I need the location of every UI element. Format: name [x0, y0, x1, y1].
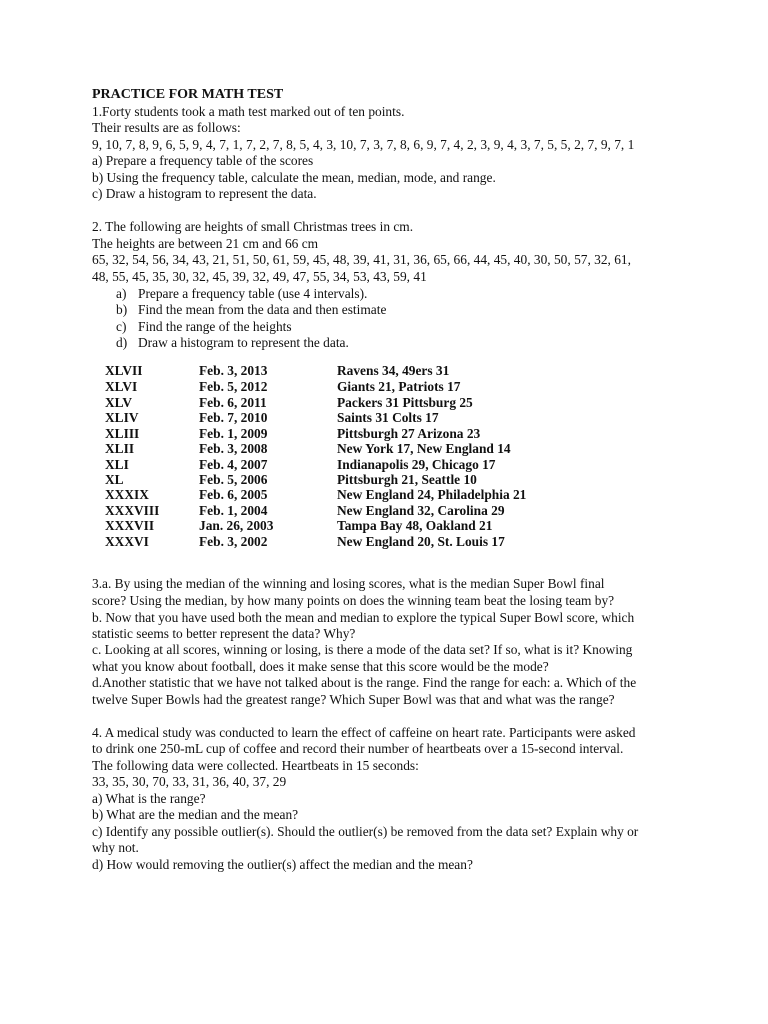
q3-line-5: c. Looking at all scores, winning or losing, is there a mode of the data set? If so, what is it? Knowing	[92, 642, 633, 657]
sb-number: XLIII	[105, 426, 140, 441]
sb-result: Indianapolis 29, Chicago 17	[337, 457, 496, 472]
q4-line-3: The following data were collected. Heartbeats in 15 seconds:	[92, 758, 419, 773]
q2-data-line-1: 65, 32, 54, 56, 34, 43, 21, 51, 50, 61, 59, 45, 48, 39, 41, 31, 36, 65, 66, 44, 45, 40, 30, 50, 57, 32, 61,	[92, 252, 631, 267]
q4-line-1: 4. A medical study was conducted to learn the effect of caffeine on heart rate. Participants were asked	[92, 725, 636, 740]
q2-part-a-marker: a)	[116, 286, 127, 301]
q3-line-1: 3.a. By using the median of the winning and losing scores, what is the median Super Bowl final	[92, 576, 605, 591]
sb-date: Feb. 4, 2007	[199, 457, 268, 472]
sb-date: Feb. 5, 2006	[199, 472, 268, 487]
sb-date: Feb. 1, 2009	[199, 426, 268, 441]
q2-data-line-2: 48, 55, 45, 35, 30, 32, 45, 39, 32, 49, 47, 55, 34, 53, 43, 59, 41	[92, 269, 427, 284]
superbowl-row	[0, 410, 768, 426]
sb-result: Saints 31 Colts 17	[337, 410, 439, 425]
q1-line-2: Their results are as follows:	[92, 120, 241, 135]
sb-number: XLV	[105, 395, 133, 410]
sb-number: XXXIX	[105, 487, 149, 502]
q2-part-c-marker: c)	[116, 319, 127, 334]
sb-number: XLIV	[105, 410, 139, 425]
superbowl-row	[0, 518, 768, 534]
sb-result: Giants 21, Patriots 17	[337, 379, 461, 394]
sb-date: Feb. 3, 2013	[199, 363, 268, 378]
sb-date: Feb. 3, 2008	[199, 441, 268, 456]
sb-date: Feb. 7, 2010	[199, 410, 268, 425]
q3-line-8: twelve Super Bowls had the greatest range? Which Super Bowl was that and what was the range?	[92, 692, 615, 707]
q4-part-c: c) Identify any possible outlier(s). Should the outlier(s) be removed from the data set? Explain why or	[92, 824, 639, 839]
page-title: PRACTICE FOR MATH TEST	[92, 87, 284, 102]
sb-number: XLVII	[105, 363, 143, 378]
sb-result: New England 24, Philadelphia 21	[337, 487, 527, 502]
sb-number: XL	[105, 472, 124, 487]
superbowl-row	[0, 457, 768, 473]
q4-part-d: d) How would removing the outlier(s) affect the median and the mean?	[92, 857, 473, 872]
q1-part-a: a) Prepare a frequency table of the scores	[92, 153, 314, 168]
superbowl-row	[0, 503, 768, 519]
q2-part-d-marker: d)	[116, 335, 128, 350]
sb-date: Feb. 5, 2012	[199, 379, 268, 394]
sb-result: Pittsburgh 27 Arizona 23	[337, 426, 481, 441]
sb-date: Feb. 1, 2004	[199, 503, 268, 518]
q3-line-4: statistic seems to better represent the data? Why?	[92, 626, 356, 641]
q2-part-a-text: Prepare a frequency table (use 4 intervals).	[138, 286, 368, 301]
sb-number: XLVI	[105, 379, 138, 394]
q2-part-d-text: Draw a histogram to represent the data.	[138, 335, 349, 350]
q1-line-1: 1.Forty students took a math test marked out of ten points.	[92, 104, 405, 119]
q2-line-1: 2. The following are heights of small Christmas trees in cm.	[92, 219, 414, 234]
q3-line-6: what you know about football, does it make sense that this score would be the mode?	[92, 659, 549, 674]
superbowl-row	[0, 363, 768, 379]
sb-number: XXXVI	[105, 534, 149, 549]
sb-date: Feb. 6, 2011	[199, 395, 267, 410]
q3-line-2: score? Using the median, by how many points on does the winning team beat the losing team by?	[92, 593, 615, 608]
q2-part-b-text: Find the mean from the data and then estimate	[138, 302, 387, 317]
sb-number: XLII	[105, 441, 135, 456]
sb-date: Feb. 6, 2005	[199, 487, 268, 502]
sb-date: Feb. 3, 2002	[199, 534, 268, 549]
sb-date: Jan. 26, 2003	[199, 518, 274, 533]
sb-result: Packers 31 Pittsburg 25	[337, 395, 473, 410]
superbowl-row	[0, 487, 768, 503]
q1-part-b: b) Using the frequency table, calculate the mean, median, mode, and range.	[92, 170, 496, 185]
sb-result: New England 32, Carolina 29	[337, 503, 505, 518]
superbowl-row	[0, 395, 768, 411]
sb-number: XXXVII	[105, 518, 155, 533]
q3-line-3: b. Now that you have used both the mean and median to explore the typical Super Bowl score, which	[92, 610, 635, 625]
sb-result: Pittsburgh 21, Seattle 10	[337, 472, 477, 487]
superbowl-row	[0, 379, 768, 395]
superbowl-row	[0, 441, 768, 457]
q4-data: 33, 35, 30, 70, 33, 31, 36, 40, 37, 29	[92, 774, 287, 789]
sb-result: Tampa Bay 48, Oakland 21	[337, 518, 493, 533]
sb-result: Ravens 34, 49ers 31	[337, 363, 450, 378]
superbowl-row	[0, 534, 768, 550]
q2-part-b-marker: b)	[116, 302, 128, 317]
q1-part-c: c) Draw a histogram to represent the data.	[92, 186, 317, 201]
sb-result: New England 20, St. Louis 17	[337, 534, 505, 549]
q3-line-7: d.Another statistic that we have not talked about is the range. Find the range for each: a. Which of the	[92, 675, 637, 690]
sb-result: New York 17, New England 14	[337, 441, 511, 456]
q4-part-a: a) What is the range?	[92, 791, 206, 806]
sb-number: XLI	[105, 457, 129, 472]
q2-part-c-text: Find the range of the heights	[138, 319, 292, 334]
q4-line-2: to drink one 250-mL cup of coffee and record their number of heartbeats over a 15-second interval.	[92, 741, 624, 756]
q1-data: 9, 10, 7, 8, 9, 6, 5, 9, 4, 7, 1, 7, 2, 7, 8, 5, 4, 3, 10, 7, 3, 7, 8, 6, 9, 7, 4, 2, 3, 9, 4, 3, 7, 5, 5, 2, 7, 9, 7, 1	[92, 137, 635, 152]
q2-line-2: The heights are between 21 cm and 66 cm	[92, 236, 319, 251]
q4-part-c-cont: why not.	[92, 840, 139, 855]
q4-part-b: b) What are the median and the mean?	[92, 807, 299, 822]
sb-number: XXXVIII	[105, 503, 160, 518]
superbowl-row	[0, 472, 768, 488]
superbowl-row	[0, 426, 768, 442]
